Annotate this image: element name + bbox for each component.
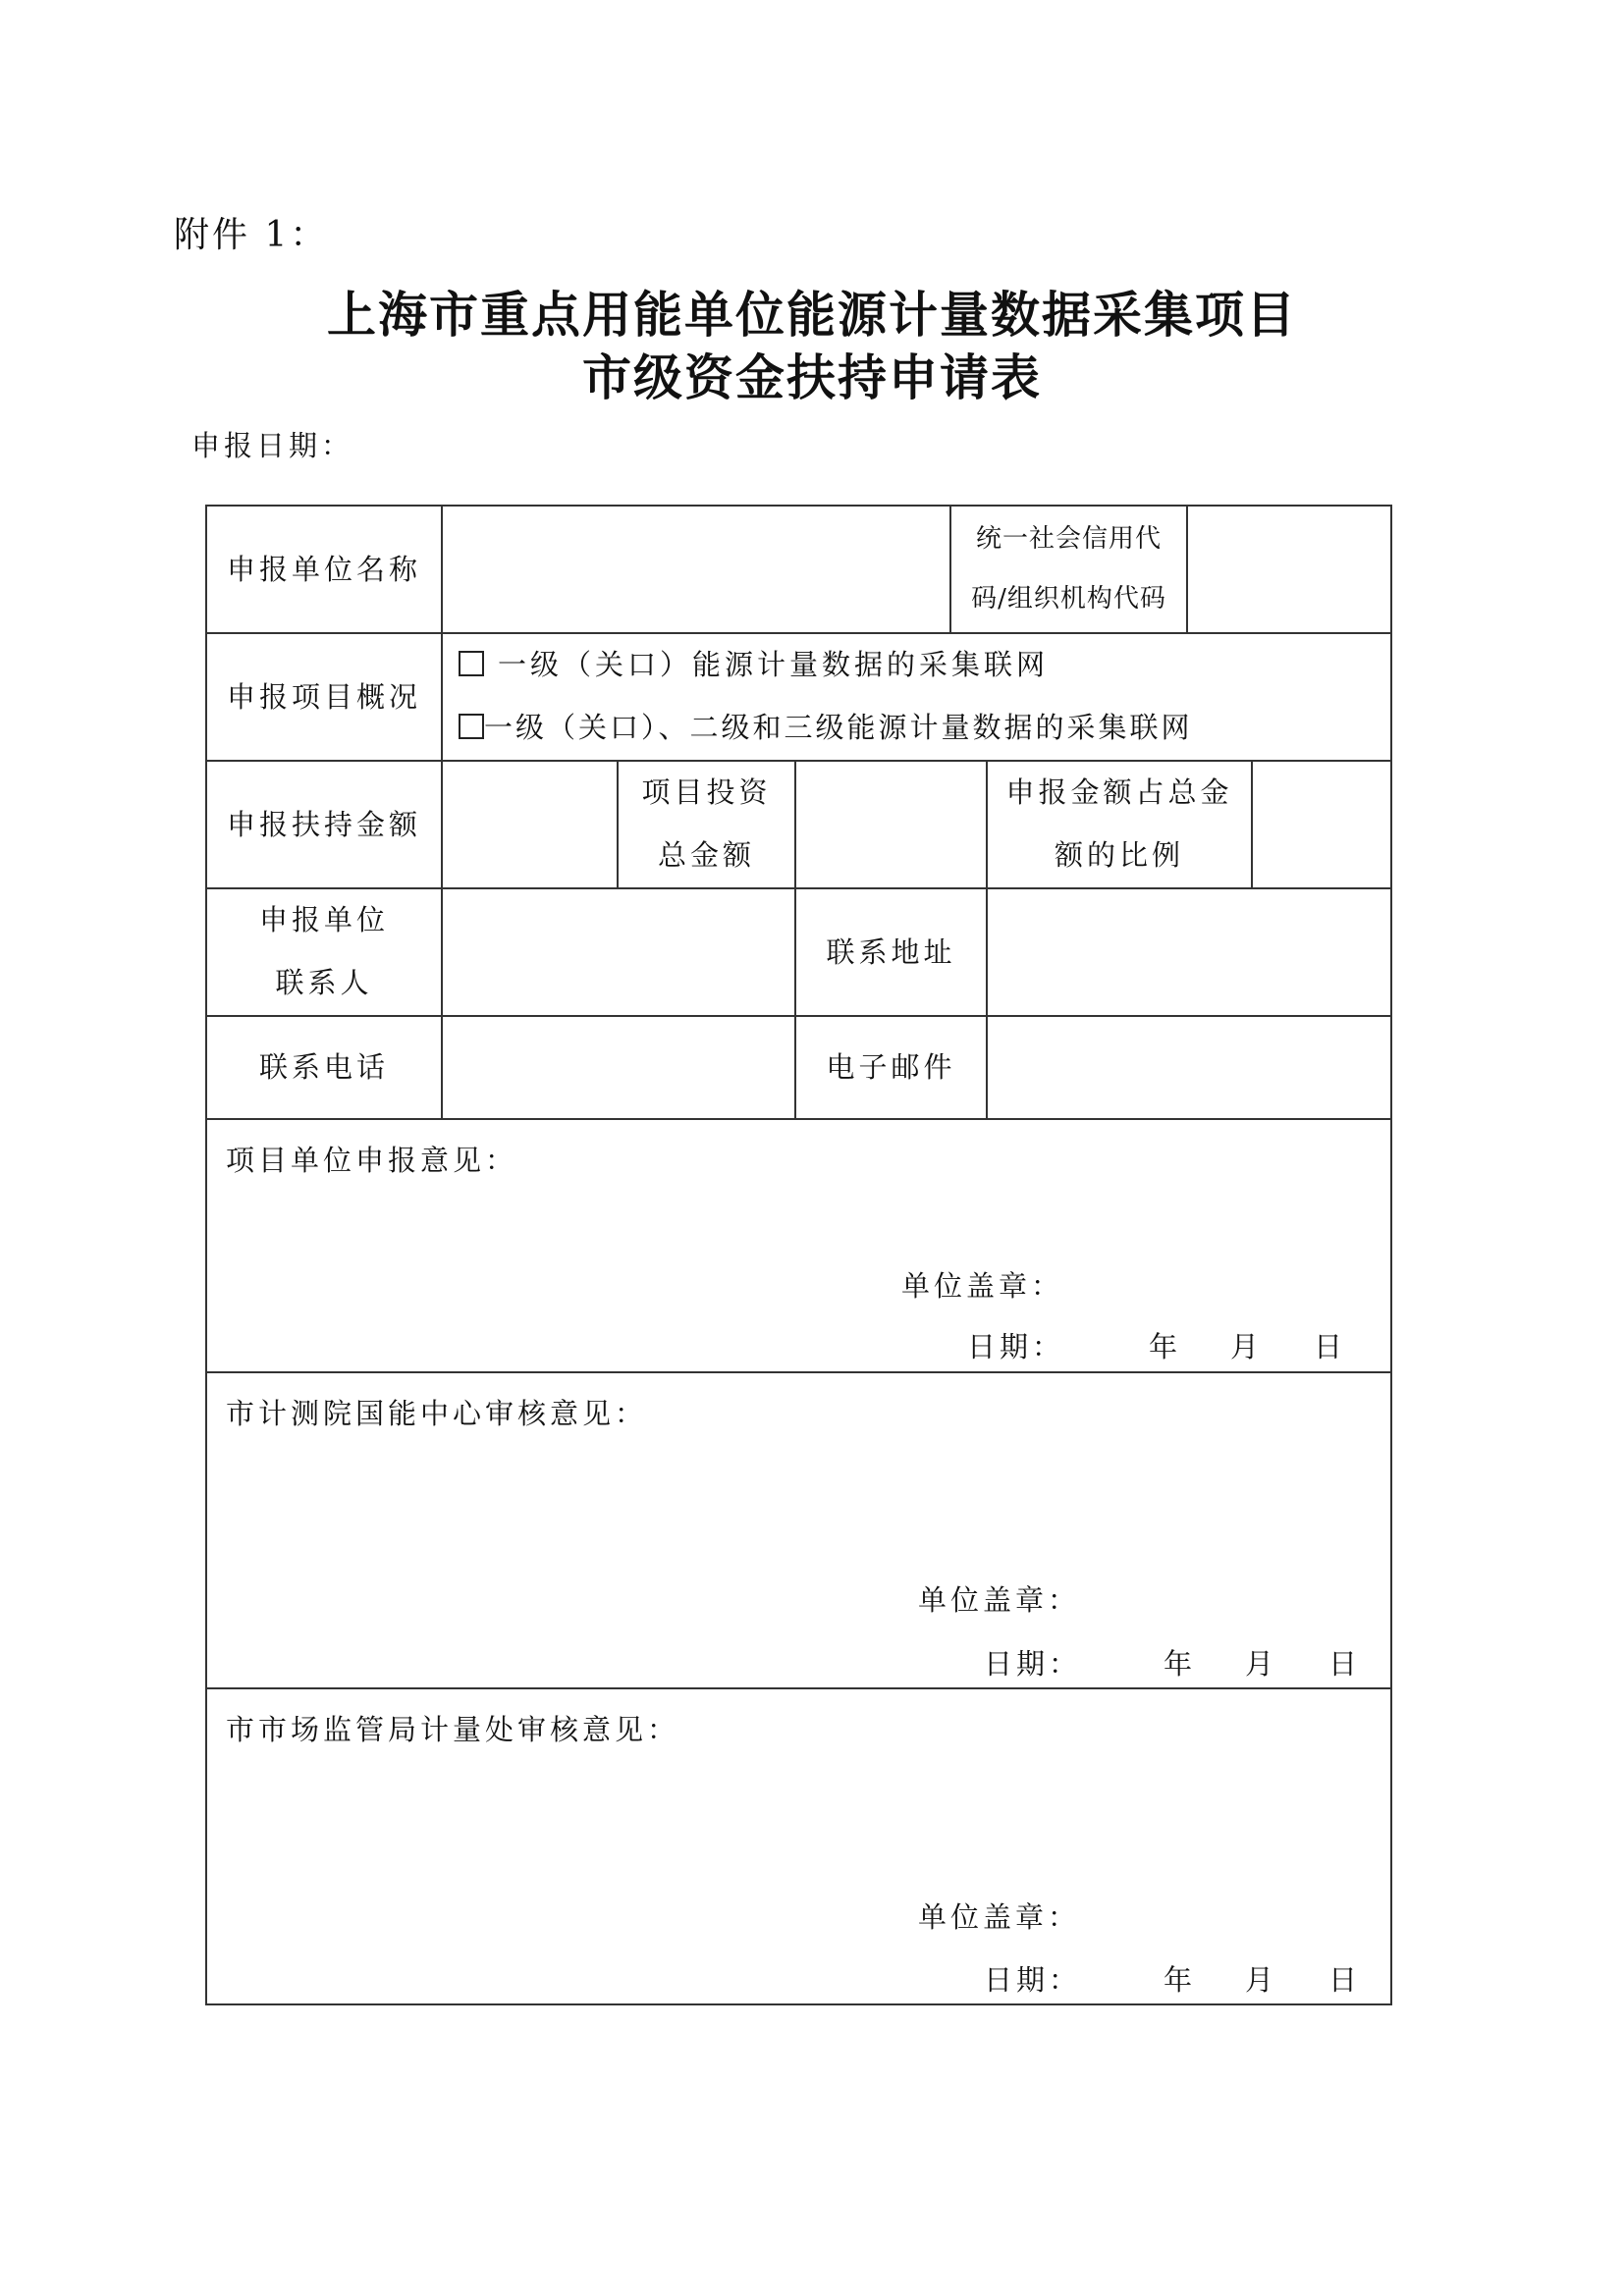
section-heading: 市市场监管局计量处审核意见： <box>226 1713 680 1746</box>
support-amount-field[interactable] <box>441 760 619 889</box>
year-label: 年 <box>1149 1330 1182 1363</box>
section-heading: 市计测院国能中心审核意见： <box>226 1397 648 1430</box>
total-investment-label: 项目投资 总金额 <box>617 760 796 889</box>
email-field[interactable] <box>986 1015 1392 1120</box>
report-date-label: 申报日期： <box>191 429 354 462</box>
project-overview-options <box>441 632 1392 762</box>
address-field[interactable] <box>986 887 1392 1017</box>
contact-person-field[interactable] <box>441 887 796 1017</box>
phone-field[interactable] <box>441 1015 796 1120</box>
project-overview-label: 申报项目概况 <box>205 632 443 762</box>
option-1[interactable]: 一级（关口）能源计量数据的采集联网 <box>459 634 1049 697</box>
email-label: 电子邮件 <box>794 1015 988 1120</box>
total-investment-field[interactable] <box>794 760 988 889</box>
date-label: 日期： <box>984 1647 1082 1681</box>
credit-code-label: 统一社会信用代 码/组织机构代码 <box>949 505 1188 634</box>
seal-label: 单位盖章： <box>901 1269 1064 1303</box>
seal-label: 单位盖章： <box>918 1583 1081 1617</box>
support-amount-label: 申报扶持金额 <box>205 760 443 889</box>
unit-name-label: 申报单位名称 <box>205 505 443 634</box>
contact-person-label: 申报单位 联系人 <box>205 887 443 1017</box>
phone-label: 联系电话 <box>205 1015 443 1120</box>
year-label: 年 <box>1164 1963 1197 1997</box>
checkbox-icon[interactable] <box>459 651 484 676</box>
month-label: 月 <box>1245 1647 1278 1681</box>
ratio-label: 申报金额占总金 额的比例 <box>986 760 1253 889</box>
unit-name-field[interactable] <box>441 505 951 634</box>
ratio-field[interactable] <box>1251 760 1392 889</box>
address-label: 联系地址 <box>794 887 988 1017</box>
credit-code-field[interactable] <box>1186 505 1392 634</box>
month-label: 月 <box>1245 1963 1278 1997</box>
day-label: 日 <box>1314 1330 1347 1363</box>
option-2[interactable]: 一级（关口）、二级和三级能源计量数据的采集联网 <box>459 697 1193 760</box>
page-title-line1: 上海市重点用能单位能源计量数据采集项目 <box>327 286 1297 344</box>
day-label: 日 <box>1328 1963 1362 1997</box>
month-label: 月 <box>1230 1330 1264 1363</box>
checkbox-icon[interactable] <box>459 714 484 739</box>
date-label: 日期： <box>984 1963 1082 1997</box>
day-label: 日 <box>1328 1647 1362 1681</box>
seal-label: 单位盖章： <box>918 1900 1081 1934</box>
section-heading: 项目单位申报意见： <box>226 1144 518 1177</box>
page-title-line2: 市级资金扶持申请表 <box>582 348 1042 406</box>
attachment-label: 附件 1： <box>174 215 329 255</box>
date-label: 日期： <box>967 1330 1065 1363</box>
year-label: 年 <box>1164 1647 1197 1681</box>
